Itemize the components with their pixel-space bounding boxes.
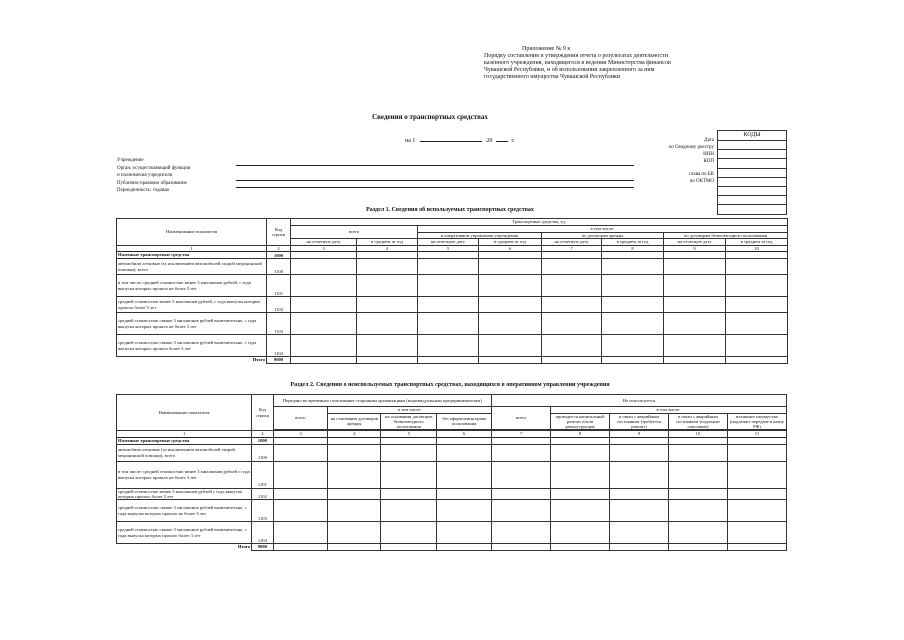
s2-sub-noform: без оформления права пользования (437, 413, 492, 430)
table-row (117, 357, 788, 364)
s2-header-unused: Не используется (492, 395, 787, 407)
data-cell[interactable] (602, 259, 664, 275)
data-cell[interactable] (664, 357, 726, 364)
table-row (117, 488, 787, 499)
data-cell[interactable] (418, 335, 479, 357)
code-cell-blank-2[interactable] (718, 205, 787, 214)
s1-num: 4 (357, 245, 418, 252)
data-cell[interactable] (328, 488, 381, 499)
s1-sub-date: на отчетную дату (542, 239, 602, 246)
data-cell[interactable] (328, 437, 381, 444)
date-prefix: на 1 (405, 138, 416, 144)
data-cell[interactable] (610, 500, 669, 522)
section1-table (116, 218, 788, 364)
s1-sub-avg: в среднем за год (357, 239, 418, 246)
s2-header-code: Код строки (252, 395, 273, 431)
s1-num: 2 (267, 245, 291, 252)
data-cell[interactable] (610, 544, 669, 551)
data-cell[interactable] (291, 275, 357, 297)
data-cell[interactable] (664, 252, 726, 259)
appendix-line: Чувашской Республики, и об использовании закрепленного за ним (484, 67, 655, 73)
s1-sub-avg: в среднем за год (479, 239, 542, 246)
section1-title: Раздел 1. Сведения об используемых транспортных средствах (366, 207, 534, 213)
s2-sub-emergency: в связи с аварийным состоянием (требуется ремонт) (610, 413, 669, 430)
row-code: 1000 (267, 252, 291, 259)
code-cell-oktmo[interactable] (718, 196, 787, 205)
data-cell[interactable] (492, 500, 551, 522)
data-cell[interactable] (727, 444, 786, 461)
s2-num: 5 (381, 431, 437, 438)
date-line (405, 138, 545, 145)
document-title: Сведения о транспортных средствах (372, 113, 488, 121)
s1-header-vehicles: Транспортные средства, ед. (291, 219, 788, 226)
data-cell[interactable] (664, 313, 726, 335)
data-cell[interactable] (610, 444, 669, 461)
data-cell[interactable] (610, 437, 669, 444)
data-cell[interactable] (668, 444, 727, 461)
data-cell[interactable] (551, 522, 610, 544)
data-cell[interactable] (551, 488, 610, 499)
data-cell[interactable] (492, 461, 551, 488)
data-cell[interactable] (727, 488, 786, 499)
code-cell-registry[interactable] (718, 150, 787, 159)
data-cell[interactable] (602, 297, 664, 313)
section2-table (116, 394, 787, 551)
field-institution-label: Учреждение (117, 158, 144, 163)
data-cell[interactable] (668, 437, 727, 444)
data-cell[interactable] (726, 357, 788, 364)
s2-num: 4 (328, 431, 381, 438)
code-cell-inn[interactable] (718, 159, 787, 168)
s1-header-operative: в оперативном управлении учреждения (418, 232, 542, 239)
row-name: Наземные транспортные средства (117, 437, 252, 444)
row-name: в том числе: средней стоимостью менее 3 миллионов рублей, с года выпуска которых прошло не более 3 лет (117, 275, 267, 297)
field-organ-label-1: Орган, осуществляющий функции (117, 166, 191, 171)
table-row (117, 335, 788, 357)
s2-header-total: всего (273, 407, 328, 430)
s1-num: 8 (602, 245, 664, 252)
data-cell[interactable] (492, 522, 551, 544)
data-cell[interactable] (357, 357, 418, 364)
date-year: 20 (486, 138, 493, 144)
date-day-month-field[interactable] (420, 141, 482, 142)
table-row (117, 461, 787, 488)
code-label-blank-1 (620, 166, 714, 173)
data-cell[interactable] (664, 335, 726, 357)
data-cell[interactable] (273, 437, 328, 444)
appendix-block (484, 46, 724, 81)
data-cell[interactable] (726, 252, 788, 259)
row-code: 1100 (252, 444, 273, 461)
codes-header: КОДЫ (718, 131, 787, 141)
data-cell[interactable] (542, 252, 602, 259)
s1-header-name: Наименование показателя (117, 219, 267, 246)
data-cell[interactable] (418, 297, 479, 313)
data-cell[interactable] (602, 335, 664, 357)
data-cell[interactable] (727, 437, 786, 444)
s1-num: 7 (542, 245, 602, 252)
field-public-entity-label: Публично-правовое образование (117, 181, 187, 186)
data-cell[interactable] (291, 252, 357, 259)
data-cell[interactable] (668, 488, 727, 499)
data-cell[interactable] (381, 544, 437, 551)
field-periodicity: Периодичность: годовая (117, 188, 169, 193)
data-cell[interactable] (418, 357, 479, 364)
data-cell[interactable] (492, 488, 551, 499)
row-code: 1103 (267, 313, 291, 335)
codes-box (717, 130, 787, 215)
data-cell[interactable] (726, 275, 788, 297)
row-code: 1102 (252, 488, 273, 499)
data-cell[interactable] (551, 500, 610, 522)
field-organ-line[interactable] (236, 180, 634, 181)
row-code: 9000 (252, 544, 273, 551)
s2-sub-excess: излишнее имущество (подлежит передаче в казну РФ) (727, 413, 786, 430)
data-cell[interactable] (551, 437, 610, 444)
data-cell[interactable] (291, 297, 357, 313)
data-cell[interactable] (551, 461, 610, 488)
data-cell[interactable] (357, 297, 418, 313)
s1-sub-avg: в среднем за год (602, 239, 664, 246)
data-cell[interactable] (273, 488, 328, 499)
data-cell[interactable] (479, 252, 542, 259)
data-cell[interactable] (602, 313, 664, 335)
data-cell[interactable] (492, 437, 551, 444)
data-cell[interactable] (727, 544, 786, 551)
data-cell[interactable] (291, 357, 357, 364)
field-organ-label-2: и полномочия учредителя (117, 173, 172, 178)
s1-num: 5 (418, 245, 479, 252)
table-row (117, 252, 788, 259)
data-cell[interactable] (381, 437, 437, 444)
section1-body (117, 252, 788, 364)
code-label-bk: глава по БК (689, 172, 714, 178)
row-name: Итого (117, 357, 267, 364)
s2-num: 10 (668, 431, 727, 438)
table-row (117, 437, 787, 444)
data-cell[interactable] (437, 437, 492, 444)
data-cell[interactable] (418, 252, 479, 259)
row-name: Итого (117, 544, 252, 551)
s2-sub-repair: проводится капитальный ремонт и/или реконструкция (551, 413, 610, 430)
code-cell-blank-1[interactable] (718, 177, 787, 186)
data-cell[interactable] (381, 444, 437, 461)
table-row (117, 313, 788, 335)
row-code: 1000 (252, 437, 273, 444)
s2-num: 11 (727, 431, 786, 438)
code-label-date: Дата (704, 138, 714, 143)
field-public-entity-line[interactable] (236, 187, 634, 188)
row-code: 1103 (252, 500, 273, 522)
data-cell[interactable] (479, 313, 542, 335)
data-cell[interactable] (273, 522, 328, 544)
data-cell[interactable] (273, 500, 328, 522)
s1-num: 6 (479, 245, 542, 252)
data-cell[interactable] (291, 313, 357, 335)
data-cell[interactable] (437, 522, 492, 544)
data-cell[interactable] (492, 444, 551, 461)
data-cell[interactable] (328, 461, 381, 488)
s1-sub-date: на отчетную дату (291, 239, 357, 246)
s1-header-lease: по договорам аренды (542, 232, 664, 239)
data-cell[interactable] (381, 522, 437, 544)
s2-header-transferred: Передано во временное пользование сторонним организациям (индивидуальным предпринимателям) (273, 395, 492, 407)
table-row (117, 275, 788, 297)
date-suffix: г. (511, 138, 515, 144)
code-label-registry: по Сводному реестру (668, 144, 714, 150)
row-code: 1104 (267, 335, 291, 357)
data-cell[interactable] (418, 259, 479, 275)
appendix-line: Приложение № 9 к (522, 46, 571, 52)
data-cell[interactable] (602, 275, 664, 297)
s2-header-incl: в том числе: (328, 407, 492, 414)
data-cell[interactable] (726, 259, 788, 275)
row-name: в том числе: средней стоимостью менее 3 миллионов рублей с года выпуска которых прошло не более 3 лет (117, 461, 252, 488)
row-name: средней стоимостью свыше 3 миллионов рублей включительно, с года выпуска которых прошло не более 3 лет (117, 313, 267, 335)
s2-sub-nouse: в связи с аварийным состоянием (подлежит списанию) (668, 413, 727, 430)
s1-num: 1 (117, 245, 267, 252)
data-cell[interactable] (273, 461, 328, 488)
data-cell[interactable] (357, 313, 418, 335)
section2-body (117, 437, 787, 550)
row-name: автомобили легковые (за исключением автомобилей скорой медицинской помощи), всего (117, 259, 267, 275)
row-code: 1101 (267, 275, 291, 297)
data-cell[interactable] (727, 522, 786, 544)
s1-num: 10 (726, 245, 788, 252)
table-row (117, 522, 787, 544)
data-cell[interactable] (479, 357, 542, 364)
data-cell[interactable] (542, 297, 602, 313)
s2-sub-lease: на основании договоров аренды (328, 413, 381, 430)
table-row (117, 259, 788, 275)
data-cell[interactable] (726, 313, 788, 335)
data-cell[interactable] (328, 522, 381, 544)
data-cell[interactable] (668, 461, 727, 488)
data-cell[interactable] (726, 335, 788, 357)
data-cell[interactable] (291, 259, 357, 275)
data-cell[interactable] (479, 297, 542, 313)
data-cell[interactable] (542, 275, 602, 297)
s2-num: 3 (273, 431, 328, 438)
data-cell[interactable] (357, 259, 418, 275)
row-code: 1104 (252, 522, 273, 544)
s1-sub-avg: в среднем за год (726, 239, 788, 246)
field-institution-line[interactable] (236, 165, 634, 166)
data-cell[interactable] (726, 297, 788, 313)
s1-header-code: Код строки (267, 219, 291, 246)
data-cell[interactable] (273, 544, 328, 551)
code-cell-kpp[interactable] (718, 168, 787, 177)
data-cell[interactable] (357, 335, 418, 357)
data-cell[interactable] (328, 544, 381, 551)
row-name: средней стоимостью свыше 3 миллионов рублей включительно, с года выпуска которых прошло не более 3 лет (117, 500, 252, 522)
codes-labels (620, 138, 714, 186)
data-cell[interactable] (610, 522, 669, 544)
data-cell[interactable] (381, 488, 437, 499)
data-cell[interactable] (668, 500, 727, 522)
s2-num: 6 (437, 431, 492, 438)
s1-num: 9 (664, 245, 726, 252)
data-cell[interactable] (542, 357, 602, 364)
data-cell[interactable] (664, 259, 726, 275)
data-cell[interactable] (668, 522, 727, 544)
data-cell[interactable] (727, 500, 786, 522)
data-cell[interactable] (668, 544, 727, 551)
data-cell[interactable] (479, 259, 542, 275)
data-cell[interactable] (357, 275, 418, 297)
data-cell[interactable] (602, 252, 664, 259)
row-name: автомобили легковые (за исключением автомобилей скорой медицинской помощи), всего (117, 444, 252, 461)
data-cell[interactable] (437, 544, 492, 551)
row-name: средней стоимостью менее 3 миллионов рублей с года выпуска которых прошло более 3 лет (117, 488, 252, 499)
row-code: 1101 (252, 461, 273, 488)
data-cell[interactable] (418, 275, 479, 297)
s1-header-incl: в том числе: (418, 226, 788, 233)
code-label-oktmo: по ОКТМО (689, 179, 714, 185)
row-name: Наземные транспортные средства (117, 252, 267, 259)
code-label-kpp: КПП (703, 158, 714, 164)
row-code: 9000 (267, 357, 291, 364)
data-cell[interactable] (328, 500, 381, 522)
s2-num: 9 (610, 431, 669, 438)
table-row (117, 500, 787, 522)
data-cell[interactable] (542, 313, 602, 335)
appendix-line: казенного учреждения, находящегося в ведении Министерства финансов (484, 60, 671, 66)
row-name: средней стоимостью менее 3 миллионов рублей, с года выпуска которых прошло более 3 лет (117, 297, 267, 313)
appendix-line: государственного имущества Чувашской Республики (484, 74, 621, 80)
data-cell[interactable] (328, 444, 381, 461)
data-cell[interactable] (610, 461, 669, 488)
data-cell[interactable] (602, 357, 664, 364)
data-cell[interactable] (418, 313, 479, 335)
code-cell-date[interactable] (718, 141, 787, 150)
data-cell[interactable] (479, 335, 542, 357)
date-year-field[interactable] (496, 141, 508, 142)
s2-header-name: Наименование показателя (117, 395, 252, 431)
row-name: средней стоимостью свыше 3 миллионов рублей включительно, с года выпуска которых прошло более 3 лет (117, 335, 267, 357)
data-cell[interactable] (479, 275, 542, 297)
s2-sub-free: на основании договоров безвозмездного пользования (381, 413, 437, 430)
data-cell[interactable] (437, 488, 492, 499)
data-cell[interactable] (381, 461, 437, 488)
s1-num: 3 (291, 245, 357, 252)
table-row (117, 297, 788, 313)
s1-sub-date: на отчетную дату (418, 239, 479, 246)
table-row (117, 544, 787, 551)
data-cell[interactable] (664, 297, 726, 313)
data-cell[interactable] (381, 500, 437, 522)
s1-header-free: по договорам безвозмездного пользования (664, 232, 788, 239)
s2-num: 8 (551, 431, 610, 438)
s2-num: 1 (117, 431, 252, 438)
table-row (117, 444, 787, 461)
row-name: средней стоимостью свыше 3 миллионов рублей включительно, с года выпуска которых прошло более 3 лет (117, 522, 252, 544)
data-cell[interactable] (291, 335, 357, 357)
data-cell[interactable] (551, 544, 610, 551)
s2-num: 7 (492, 431, 551, 438)
data-cell[interactable] (664, 275, 726, 297)
section2-title: Раздел 2. Сведения о неиспользуемых транспортных средствах, находящихся в оперативном управлении учреждения (290, 382, 610, 388)
s2-header-total-unused: всего (492, 407, 551, 430)
data-cell[interactable] (357, 252, 418, 259)
code-cell-bk[interactable] (718, 186, 787, 195)
data-cell[interactable] (542, 335, 602, 357)
row-code: 1100 (267, 259, 291, 275)
data-cell[interactable] (437, 500, 492, 522)
data-cell[interactable] (551, 444, 610, 461)
code-label-inn: ИНН (703, 151, 714, 157)
data-cell[interactable] (610, 488, 669, 499)
data-cell[interactable] (727, 461, 786, 488)
s2-header-incl-unused: в том числе: (551, 407, 787, 414)
data-cell[interactable] (437, 461, 492, 488)
s2-num: 2 (252, 431, 273, 438)
s1-sub-date: на отчетную дату (664, 239, 726, 246)
data-cell[interactable] (273, 444, 328, 461)
appendix-line: Порядку составления и утверждения отчета о результатах деятельности (484, 53, 668, 59)
data-cell[interactable] (492, 544, 551, 551)
data-cell[interactable] (437, 444, 492, 461)
row-code: 1102 (267, 297, 291, 313)
data-cell[interactable] (542, 259, 602, 275)
s1-header-total: всего (291, 226, 418, 239)
